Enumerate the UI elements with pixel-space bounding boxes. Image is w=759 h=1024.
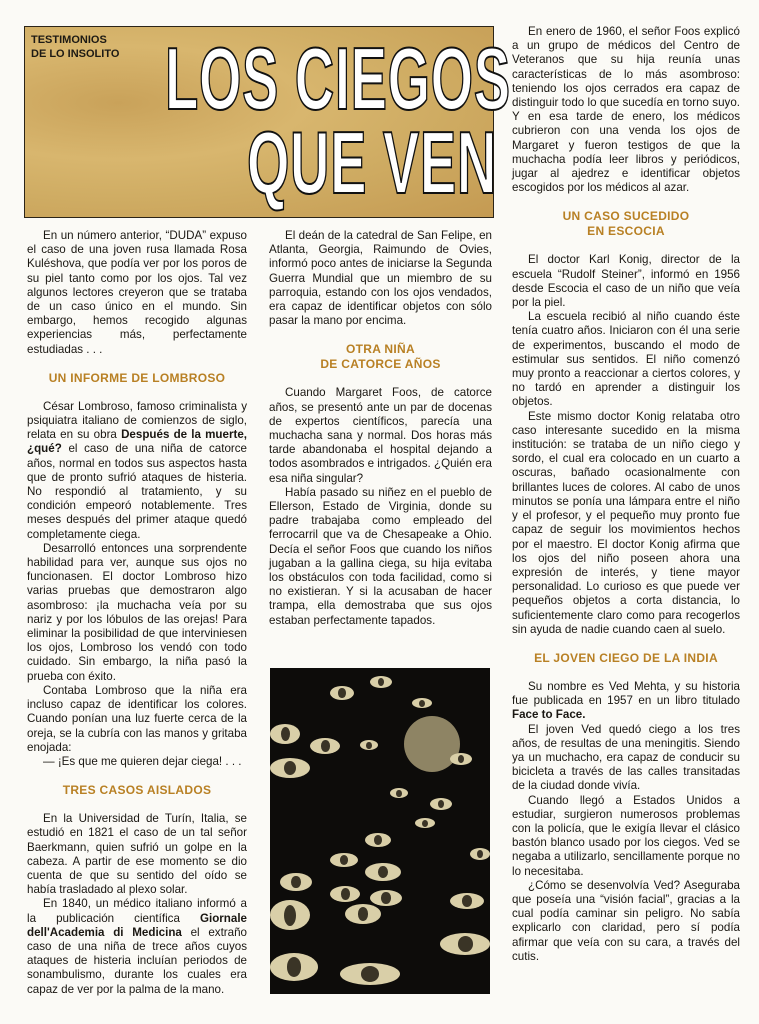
eyes-illustration: [270, 668, 490, 994]
eye-shape: [370, 890, 402, 906]
eye-shape: [330, 853, 358, 867]
eye-shape: [430, 798, 452, 810]
book-title: Face to Face.: [512, 708, 586, 722]
eye-shape: [330, 686, 354, 700]
heading-line: OTRA NIÑA: [346, 342, 415, 357]
paragraph: — ¡Es que me quieren dejar ciega! . . .: [43, 754, 242, 768]
heading-line: DE CATORCE AÑOS: [320, 357, 441, 372]
eye-shape: [270, 758, 310, 778]
eye-shape: [415, 818, 435, 828]
eye-shape: [370, 676, 392, 688]
paragraph: El joven Ved quedó ciego a los tres años, de resultas de una meningitis. Siendo ya un muchacho, era capaz de conducir su bicicleta a través de las calles transitadas de la ciudad donde vivía.: [512, 722, 740, 793]
title-banner: [24, 26, 511, 218]
eye-shape: [270, 900, 310, 930]
heading-line: UN CASO SUCEDIDO: [562, 209, 690, 224]
headline-line-1: LOS CIEGOS: [165, 29, 511, 128]
eye-shape: [310, 738, 340, 754]
section-heading-india: EL JOVEN CIEGO DE LA INDIA: [534, 650, 718, 665]
text: el extraño caso de una niña de trece años cuyos ataques de histeria incluían periodos de sonambulismo, durante los cuales era capaz de ver por la palma de la mano.: [27, 925, 247, 996]
kicker-line-2: DE LO INSOLITO: [31, 48, 120, 60]
eye-shape: [450, 893, 484, 909]
paragraph: ¿Cómo se desenvolvía Ved? Aseguraba que poseía una “visión facial”, gracias a la cual podía caminar sin peligro. No sabía explicarlo con claridad, pero sí podía afirmar que veía con su cara, a través del cutis.: [512, 878, 740, 963]
eye-shape: [412, 698, 432, 708]
text: el caso de una niña de catorce años, normal en todos sus aspectos hasta que de pronto sufrió ataques de histeria. No respondió al tratamiento, y su condición empeoró notablemente. Tres meses después del primer ataque quedó completamente ciega.: [27, 442, 247, 541]
paragraph: Cuando Margaret Foos, de catorce años, se presentó ante un par de docenas de expertos científicos, parecía una muchacha sana y normal. Dos horas más tarde abandonaba el hospital dejando a todos asombrados e intrigados. ¿Quién era esa niña singular?: [269, 386, 492, 485]
text: En 1840, un médico italiano informó a la publicación científica: [27, 897, 247, 925]
eye-shape: [365, 863, 401, 881]
paragraph: Este mismo doctor Konig relataba otro caso interesante sucedido en la misma institución: se trataba de un niño ciego y sordo, el cual era colocado en un cuarto a oscuras, bañado ocasionalmente con brillantes luces de colores. Al cabo de unos minutos se ponía una lámpara entre el niño y el profesor, y el pequeño muy pronto fue capaz de seguir los movimientos hechos por el maestro. El doctor Konig afirma que los ojos del niño poseen ahora una expresión de interés, y tiene mayor personalidad. Lo curioso es que puede ver pequeños objetos a corta distancia, lo suficientemente claro como para recogerlos sin ayuda de nadie cuando caen al suelo.: [512, 409, 740, 636]
text: César Lombroso, famoso criminalista y psiquiatra italiano de comienzos de siglo, relata en su obra: [27, 399, 247, 442]
book-title: Después de la muerte, ¿qué?: [27, 428, 247, 456]
paragraph: El doctor Karl Konig, director de la escuela “Rudolf Steiner”, informó en 1956 desde Escocia el caso de un niño que veía por la piel.: [512, 253, 740, 310]
eye-shape: [270, 953, 318, 981]
kicker-line-1: TESTIMONIOS: [31, 34, 107, 46]
section-heading-lombroso: UN INFORME DE LOMBROSO: [48, 370, 226, 385]
eye-shape: [270, 724, 300, 744]
section-kicker: [31, 33, 119, 61]
paragraph: Cuando llegó a Estados Unidos a estudiar, surgieron numerosos problemas con la policía, que le exigía llevar el clásico bastón blanco usado por los ciegos. Ved se negaba a utilizarlo, sencillamente porque no lo necesitaba.: [512, 793, 740, 878]
heading-line: EN ESCOCIA: [587, 224, 665, 239]
paragraph: En enero de 1960, el señor Foos explicó a un grupo de médicos del Centro de Veteranos que su hija reunía unas características de lo más asombroso: teniendo los ojos cerrados era capaz de distinguir todo lo que sucedía en torno suyo. Y en esa tarde de enero, los médicos cubrieron con una venda los ojos de Margaret y fueron testigos de que la muchacha podía leer libros y periódicos, jugar al ajedrez e identificar objetos escogidos por los médicos al azar.: [512, 25, 740, 195]
eye-shape: [330, 886, 360, 902]
paragraph: [27, 897, 247, 996]
paragraph: Contaba Lombroso que la niña era incluso capaz de identificar los colores. Cuando ponían una luz fuerte cerca de la oreja, se la cubría con las manos y gritaba enojada:: [27, 683, 247, 754]
eye-shape: [390, 788, 408, 798]
column-1: [27, 229, 247, 997]
eye-shape: [345, 904, 381, 924]
eye-shape: [450, 753, 472, 765]
eye-shape: [340, 963, 400, 985]
eye-shape: [365, 833, 391, 847]
eye-shape: [440, 933, 490, 955]
paragraph: [27, 400, 247, 542]
intro-paragraph: En un número anterior, “DUDA” expuso el caso de una joven rusa llamada Rosa Kuléshova, que podía ver por los poros de su piel tanto como por los ojos. Tal vez algunos lectores creyeron que se trataba de un caso único en el mundo. Sin embargo, hemos recogido algunas experiencias más, perfectamente estudiadas . . .: [27, 229, 247, 356]
column-3: [512, 25, 740, 964]
moon-shape: [404, 716, 460, 772]
eye-shape: [470, 848, 490, 860]
publication-title: Giornale dell'Academia di Medicina: [27, 911, 247, 939]
headline-line-2: QUE VEN: [247, 113, 497, 212]
paragraph: [512, 680, 740, 723]
paragraph: En la Universidad de Turín, Italia, se estudió en 1821 el caso de un tal señor Baerkmann, quien sufrió un golpe en la cabeza. A partir de ese momento se dio cuenta de que su sentido del oído se había trasladado al plexo solar.: [27, 812, 247, 897]
section-heading-otra-nina: [269, 342, 492, 372]
text: Su nombre es Ved Mehta, y su historia fue publicada en 1957 en un libro titulado: [512, 679, 740, 708]
eye-shape: [280, 873, 312, 891]
paragraph: La escuela recibió al niño cuando éste tenía cuatro años. Iniciaron con él una serie de experimentos, buscando el modo de estimular sus sentidos. El niño comenzó muy pronto a reaccionar a ciertos colores, y no tardó en aprender a distinguir los objetos.: [512, 310, 740, 409]
section-heading-tres-casos: TRES CASOS AISLADOS: [62, 783, 212, 798]
paragraph: El deán de la catedral de San Felipe, en Atlanta, Georgia, Raimundo de Ovies, informó poco antes de iniciarse la Segunda Guerra Mundial que un miembro de su parroquia, estando con los ojos vendados, era capaz de identificar objetos con sólo pasar la mano por encima.: [269, 229, 492, 328]
column-2: [269, 229, 492, 628]
eye-shape: [360, 740, 378, 750]
section-heading-escocia: [512, 209, 740, 239]
paragraph: Había pasado su niñez en el pueblo de Ellerson, Estado de Virginia, donde su padre trabajaba como empleado del ferrocarril que va de Chesapeake a Ohio. Decía el señor Foos que cuando los niños jugaban a la gallina ciega, su hija evitaba los obstáculos con toda facilidad, como si no existieran. Y si la acusaban de hacer trampa, ella demostraba que sus ojos estaban perfectamente tapados.: [269, 485, 492, 627]
paragraph: Desarrolló entonces una sorprendente habilidad para ver, aunque sus ojos no funcionasen. El doctor Lombroso hizo varias pruebas que demostraron algo asombroso: ¡la muchacha veía por su nariz y por los lóbulos de las orejas! Para eliminar la posibilidad de que interviniesen los ojos, Lombroso los vendó con todo cuidado. Sin embargo, la niña pasó la prueba con éxito.: [27, 541, 247, 683]
